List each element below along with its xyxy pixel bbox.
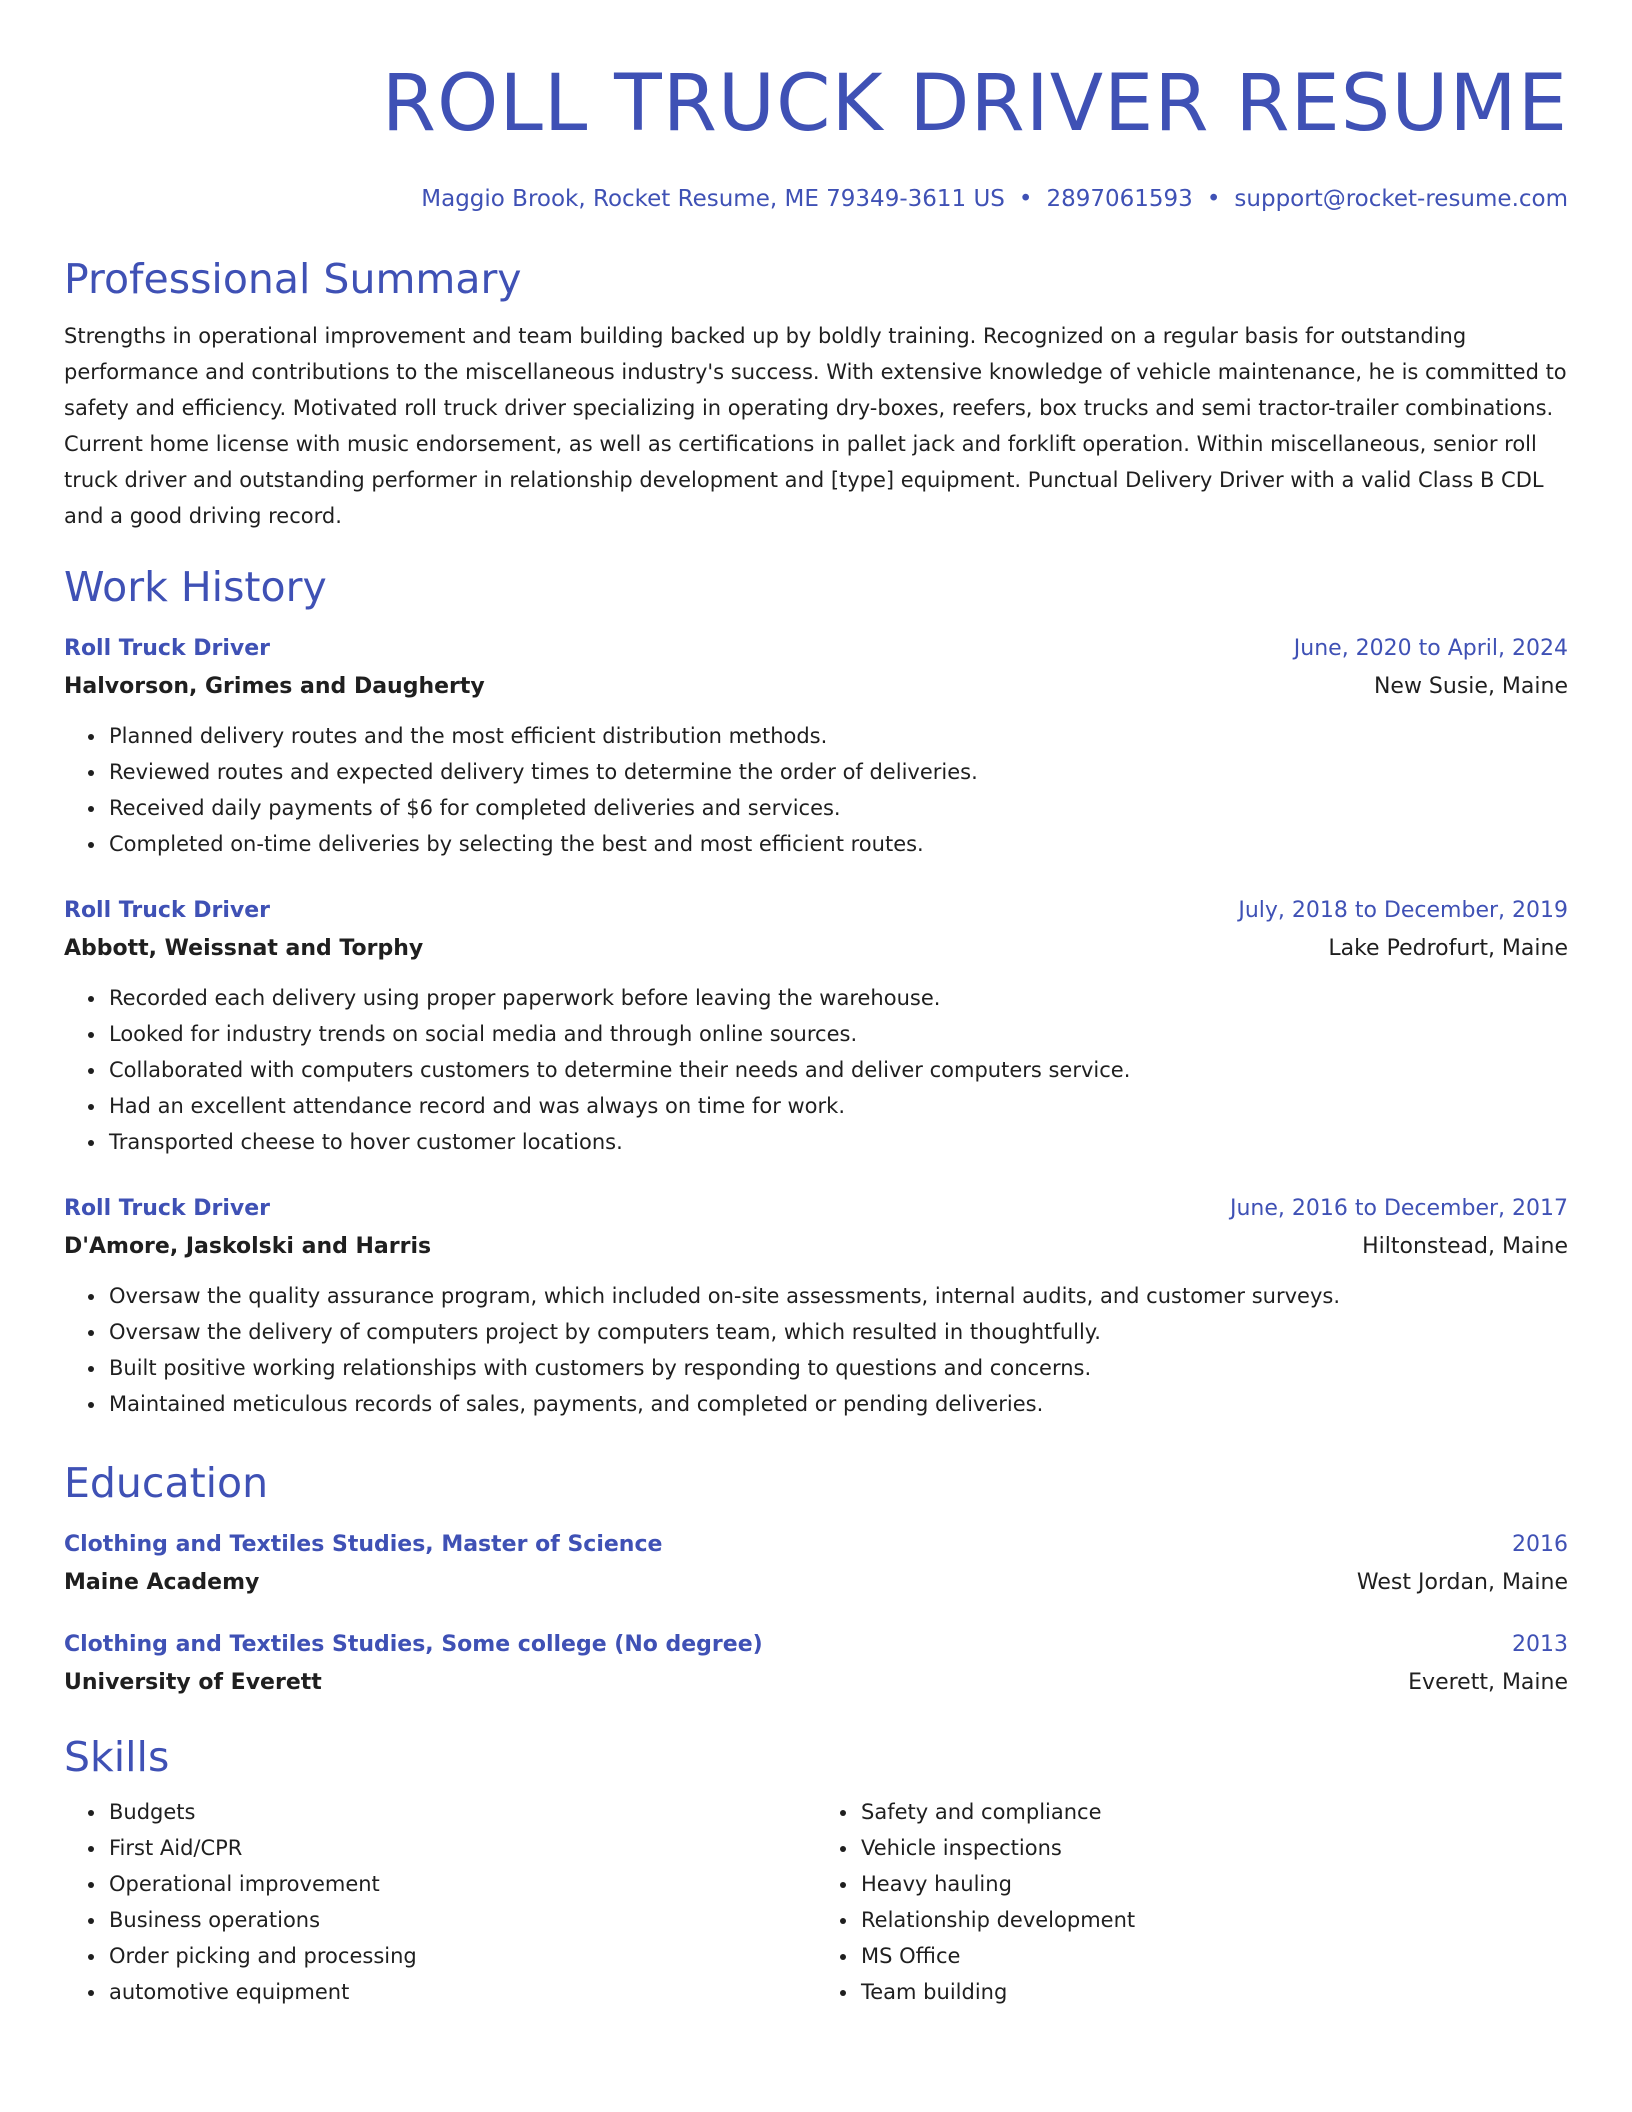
skill-item: • Relationship development [859, 1902, 1568, 1938]
education-location: West Jordan, Maine [1356, 1570, 1568, 1595]
job-dates: June, 2016 to December, 2017 [1229, 1196, 1568, 1221]
education-degree: Clothing and Textiles Studies, Some college (No degree) [64, 1632, 763, 1657]
education-heading: Education [64, 1459, 269, 1507]
work-history-heading: Work History [64, 563, 327, 611]
job-employer: Halvorson, Grimes and Daugherty [64, 674, 485, 699]
education-section [64, 1458, 1568, 1698]
skill-item: • automotive equipment [107, 1974, 816, 2010]
contact-separator: • [1206, 186, 1221, 212]
job-location: New Susie, Maine [1373, 674, 1568, 699]
job-dates: June, 2020 to April, 2024 [1293, 636, 1568, 661]
skill-item: • First Aid/CPR [107, 1830, 816, 1866]
skill-item: • Business operations [107, 1902, 816, 1938]
education-entry [64, 1630, 1568, 1698]
job-entry [64, 1194, 1568, 1422]
skill-item: • Order picking and processing [107, 1938, 816, 1974]
job-bullet: • Had an excellent attendance record and was always on time for work. [107, 1088, 1568, 1124]
job-dates: July, 2018 to December, 2019 [1238, 898, 1568, 923]
job-location: Lake Pedrofurt, Maine [1328, 936, 1568, 961]
job-bullet: • Oversaw the delivery of computers project by computers team, which resulted in thoughtfully. [107, 1314, 1568, 1350]
work-history-section [64, 562, 1568, 1422]
education-year: 2013 [1512, 1632, 1568, 1657]
summary-section [64, 254, 1568, 534]
job-bullet: • Planned delivery routes and the most efficient distribution methods. [107, 718, 1568, 754]
job-employer: D'Amore, Jaskolski and Harris [64, 1234, 432, 1259]
skill-item: • Heavy hauling [859, 1866, 1568, 1902]
job-bullet: • Looked for industry trends on social media and through online sources. [107, 1016, 1568, 1052]
job-bullet: • Recorded each delivery using proper paperwork before leaving the warehouse. [107, 980, 1568, 1016]
job-location: Hiltonstead, Maine [1362, 1234, 1568, 1259]
job-bullet: • Oversaw the quality assurance program, which included on-site assessments, internal audits, and customer surveys. [107, 1278, 1568, 1314]
skill-item: • Safety and compliance [859, 1794, 1568, 1830]
summary-heading: Professional Summary [64, 255, 522, 303]
job-bullet: • Completed on-time deliveries by selecting the best and most efficient routes. [107, 826, 1568, 862]
education-degree: Clothing and Textiles Studies, Master of Science [64, 1532, 663, 1557]
job-bullet: • Maintained meticulous records of sales, payments, and completed or pending deliveries. [107, 1386, 1568, 1422]
job-bullet: • Transported cheese to hover customer locations. [107, 1124, 1568, 1160]
job-title: Roll Truck Driver [64, 1196, 270, 1221]
skills-column-right [816, 1794, 1568, 2010]
education-year: 2016 [1512, 1532, 1568, 1557]
skills-heading: Skills [64, 1733, 170, 1781]
skills-section [64, 1732, 1568, 2010]
skill-item: • Budgets [107, 1794, 816, 1830]
job-bullet: • Received daily payments of $6 for completed deliveries and services. [107, 790, 1568, 826]
contact-address: Maggio Brook, Rocket Resume, ME 79349-3611 US [421, 186, 1005, 212]
resume-header [64, 58, 1568, 214]
job-entry [64, 896, 1568, 1160]
education-location: Everett, Maine [1408, 1670, 1568, 1695]
job-bullet: • Reviewed routes and expected delivery times to determine the order of deliveries. [107, 754, 1568, 790]
skill-item: • MS Office [859, 1938, 1568, 1974]
contact-phone: 2897061593 [1046, 186, 1193, 212]
resume-title: ROLL TRUCK DRIVER RESUME [381, 59, 1568, 149]
skills-grid [64, 1794, 1568, 2010]
job-title: Roll Truck Driver [64, 898, 270, 923]
job-bullet: • Built positive working relationships with customers by responding to questions and concerns. [107, 1350, 1568, 1386]
job-bullets [64, 718, 1568, 862]
contact-line [64, 184, 1568, 214]
summary-text: Strengths in operational improvement and team building backed up by boldly training. Recognized on a regular basis for outstanding performance and contributions to the miscellaneous industry's success. With extensive knowledge of vehicle maintenance, he is committed to safety and efficiency. Motivated roll truck driver specializing in operating dry-boxes, reefers, box trucks and semi tractor-trailer combinations. Current home license with music endorsement, as well as certifications in pallet jack and forklift operation. Within miscellaneous, senior roll truck driver and outstanding performer in relationship development and [type] equipment. Punctual Delivery Driver with a valid Class B CDL and a good driving record. [64, 324, 1567, 528]
job-entry [64, 634, 1568, 862]
job-bullet: • Collaborated with computers customers to determine their needs and deliver computers service. [107, 1052, 1568, 1088]
job-bullets [64, 980, 1568, 1160]
skill-item: • Vehicle inspections [859, 1830, 1568, 1866]
skills-column-left [64, 1794, 816, 2010]
job-title: Roll Truck Driver [64, 636, 270, 661]
job-employer: Abbott, Weissnat and Torphy [64, 936, 424, 961]
skill-item: • Team building [859, 1974, 1568, 2010]
education-entry [64, 1530, 1568, 1598]
contact-email: support@rocket-resume.com [1234, 186, 1568, 212]
contact-separator: • [1018, 186, 1033, 212]
education-school: Maine Academy [64, 1570, 260, 1595]
skill-item: • Operational improvement [107, 1866, 816, 1902]
job-bullets [64, 1278, 1568, 1422]
education-school: University of Everett [64, 1670, 322, 1695]
